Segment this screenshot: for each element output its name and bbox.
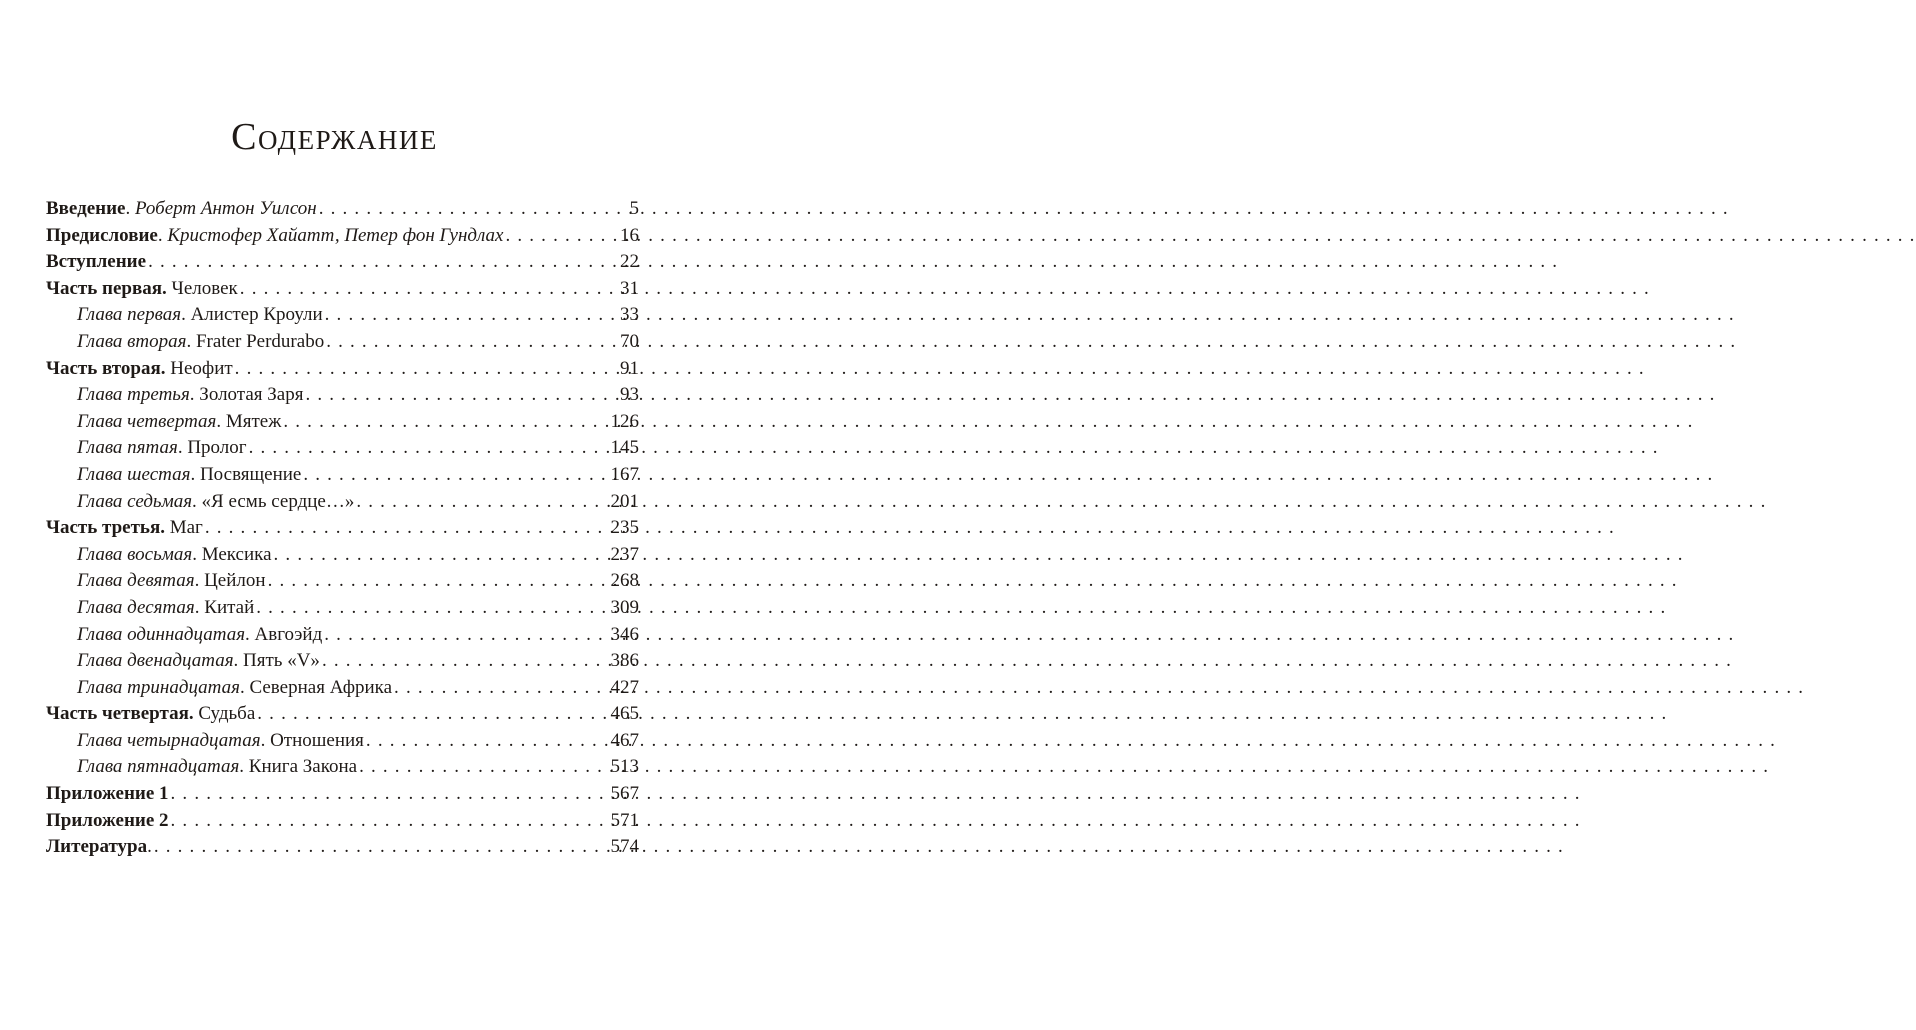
toc-entry-text: [46, 356, 233, 383]
toc-leader-dots: [235, 356, 618, 383]
book-page: [0, 0, 669, 1030]
toc-page-number: 513: [610, 756, 639, 778]
toc-entry-separator: .: [157, 224, 168, 246]
toc-entry[interactable]: [46, 781, 639, 808]
toc-entry-heading: Часть первая.: [46, 277, 167, 299]
toc-page-number: 201: [610, 490, 639, 512]
toc-leader-dots: [240, 276, 618, 303]
toc-page-number: 33: [620, 304, 639, 326]
toc-leader-dots: [256, 595, 608, 622]
toc-entry-subtitle: Неофит: [170, 357, 233, 379]
toc-entry-separator: .: [189, 384, 200, 406]
toc-entry-subtitle: Китай: [204, 596, 255, 618]
toc-entry-text: [77, 435, 247, 462]
toc-entry-subtitle: Кристофер Хайатт, Петер фон Гундлах: [167, 224, 504, 246]
toc-entry[interactable]: [46, 435, 639, 462]
toc-entry-text: [77, 302, 323, 329]
toc-entry-heading: Введение: [46, 198, 126, 219]
toc-leader-dots: [359, 754, 608, 781]
toc-entry[interactable]: [46, 675, 639, 702]
toc-entry-heading: Часть вторая.: [46, 357, 166, 379]
toc-entry-heading: Часть третья.: [46, 517, 165, 539]
toc-entry-subtitle: Мятеж: [225, 410, 282, 432]
toc-entry[interactable]: [46, 542, 639, 569]
toc-entry-subtitle: Книга Закона: [248, 756, 358, 778]
toc-entry-subtitle: «Я есмь сердце…»: [201, 490, 355, 512]
toc-entry-text: [77, 329, 324, 356]
toc-page-number: 268: [610, 570, 639, 592]
toc-leader-dots: [326, 329, 618, 356]
toc-entry-subtitle: Золотая Заря: [199, 384, 304, 406]
toc-entry-heading: Предисловие: [46, 224, 158, 246]
toc-entry-heading: Приложение 2: [46, 809, 169, 831]
toc-leader-dots: [319, 196, 628, 223]
toc-entry-separator: .: [181, 304, 191, 326]
toc-entry-text: [77, 382, 303, 409]
toc-entry-separator: .: [125, 198, 135, 219]
toc-page-number: 467: [610, 729, 639, 751]
toc-entry-separator: .: [239, 676, 250, 698]
toc-entry[interactable]: [46, 808, 639, 835]
toc-entry-subtitle: Маг: [169, 517, 203, 539]
toc-leader-dots: [325, 302, 618, 329]
toc-entry-text: [77, 622, 322, 649]
toc-page-number: 386: [610, 650, 639, 672]
toc-entry-separator: .: [260, 729, 271, 751]
toc-leader-dots: [322, 648, 609, 675]
toc-entry-subtitle: Роберт Антон Уилсон: [135, 198, 317, 219]
toc-entry-text: [77, 568, 266, 595]
toc-leader-dots: [324, 622, 608, 649]
toc-entry-heading: Глава первая: [77, 304, 182, 326]
toc-entry-text: [77, 542, 272, 569]
toc-leader-dots: [366, 728, 609, 755]
toc-entry[interactable]: [46, 462, 639, 489]
toc-leader-dots: [171, 808, 609, 835]
toc-page-number: 309: [610, 596, 639, 618]
toc-entry-heading: Глава одиннадцатая: [77, 623, 246, 645]
toc-entry-heading: Глава шестая: [77, 463, 191, 485]
toc-entry-subtitle: Северная Африка: [249, 676, 393, 698]
toc-entry-text: [46, 249, 146, 276]
toc-entry-subtitle: Посвящение: [199, 463, 302, 485]
toc-page-number: 237: [610, 543, 639, 565]
toc-entry-separator: .: [177, 437, 188, 459]
toc-page-number: 31: [620, 277, 639, 299]
toc-entry-subtitle: Frater Perdurabo: [195, 330, 325, 352]
toc-entry-text: [46, 834, 152, 861]
toc-entry-text: [77, 462, 301, 489]
toc-leader-dots: [274, 542, 609, 569]
toc-entry[interactable]: [46, 223, 639, 250]
toc-entry-text: [46, 781, 169, 808]
toc-entry[interactable]: [46, 196, 639, 223]
toc-entry-separator: .: [190, 463, 200, 485]
toc-entry-subtitle: Пролог: [187, 437, 247, 459]
toc-leader-dots: [205, 515, 609, 542]
toc-page-number: 5: [629, 198, 639, 219]
toc-entry-heading: Приложение 1: [46, 783, 169, 805]
toc-entry-heading: Глава десятая: [77, 596, 195, 618]
toc-entry-text: [46, 223, 503, 250]
toc-entry[interactable]: [46, 249, 639, 276]
toc-entry-subtitle: Отношения: [270, 729, 364, 751]
toc-entry-heading: Глава седьмая: [77, 490, 193, 512]
toc-entry[interactable]: [46, 701, 639, 728]
toc-page-number: 91: [620, 357, 639, 379]
toc-entry-heading: Часть четвертая.: [46, 703, 194, 725]
toc-entry[interactable]: [46, 568, 639, 595]
toc-entry-subtitle: Мексика: [201, 543, 272, 565]
toc-entry[interactable]: [46, 622, 639, 649]
toc-entry-text: [77, 595, 254, 622]
toc-page-number: 167: [610, 463, 639, 485]
toc-entry-heading: Литература: [46, 836, 148, 858]
toc-entry-heading: Глава тринадцатая: [77, 676, 240, 698]
toc-leader-dots: [249, 435, 609, 462]
toc-entry[interactable]: [46, 595, 639, 622]
toc-page-number: 465: [610, 703, 639, 725]
toc-leader-dots: [154, 834, 609, 861]
toc-entry-heading: Глава девятая: [77, 570, 195, 592]
toc-entry-heading: Глава вторая: [77, 330, 187, 352]
toc-entry-subtitle: Пять «V»: [243, 650, 320, 672]
toc-page-number: 427: [610, 676, 639, 698]
toc-page-number: 93: [620, 384, 639, 406]
toc-page-number: 235: [610, 517, 639, 539]
toc-entry-heading: Глава четвертая: [77, 410, 217, 432]
page-title: Содержание: [231, 116, 438, 159]
toc-entry[interactable]: [46, 329, 639, 356]
toc-entry-heading: Глава третья: [77, 384, 190, 406]
toc-entry[interactable]: [46, 489, 639, 516]
toc-entry-separator: .: [233, 650, 244, 672]
toc-entry-separator: .: [192, 543, 202, 565]
toc-page-number: 70: [620, 330, 639, 352]
table-of-contents: [46, 196, 639, 861]
toc-entry[interactable]: [46, 276, 639, 303]
toc-entry[interactable]: [46, 648, 639, 675]
toc-page-number: 571: [610, 809, 639, 831]
toc-entry-separator: .: [194, 570, 205, 592]
toc-leader-dots: [148, 249, 618, 276]
toc-leader-dots: [268, 568, 609, 595]
toc-entry-subtitle: Судьба: [198, 703, 256, 725]
toc-page-number: 16: [620, 224, 639, 246]
toc-leader-dots: [171, 781, 609, 808]
toc-entry[interactable]: [46, 728, 639, 755]
toc-leader-dots: [257, 701, 608, 728]
toc-entry[interactable]: [46, 302, 639, 329]
toc-leader-dots: [305, 382, 618, 409]
toc-entry-heading: Глава пятнадцатая: [77, 756, 240, 778]
toc-leader-dots: [394, 675, 608, 702]
toc-leader-dots: [283, 409, 608, 436]
toc-entry-separator: .: [147, 836, 152, 858]
toc-page-number: 22: [620, 251, 639, 273]
toc-entry-text: [77, 409, 281, 436]
toc-entry-text: [46, 515, 203, 542]
toc-entry-separator: .: [194, 596, 205, 618]
toc-leader-dots: [303, 462, 608, 489]
toc-entry[interactable]: [46, 356, 639, 383]
toc-page-number: 145: [610, 437, 639, 459]
toc-entry-text: [77, 648, 320, 675]
toc-entry[interactable]: [46, 382, 639, 409]
toc-entry-subtitle: Цейлон: [204, 570, 266, 592]
toc-entry-separator: .: [245, 623, 255, 645]
toc-entry-text: [46, 196, 317, 223]
toc-entry-text: [46, 276, 238, 303]
toc-entry-separator: .: [216, 410, 226, 432]
toc-entry[interactable]: [46, 834, 639, 861]
toc-entry-heading: Глава восьмая: [77, 543, 193, 565]
toc-entry-subtitle: Алистер Кроули: [190, 304, 323, 326]
toc-page-number: 574: [610, 836, 639, 858]
toc-entry[interactable]: [46, 409, 639, 436]
toc-entry-separator: .: [192, 490, 202, 512]
toc-entry-heading: Глава четырнадцатая: [77, 729, 261, 751]
toc-page-number: 126: [610, 410, 639, 432]
toc-entry[interactable]: [46, 754, 639, 781]
toc-entry-subtitle: Человек: [171, 277, 238, 299]
toc-entry-separator: .: [239, 756, 249, 778]
toc-entry-text: [77, 754, 357, 781]
toc-page-number: 567: [610, 783, 639, 805]
toc-entry-heading: Глава пятая: [77, 437, 178, 459]
toc-entry-text: [77, 728, 364, 755]
toc-entry-heading: Глава двенадцатая: [77, 650, 234, 672]
toc-page-number: 346: [610, 623, 639, 645]
toc-leader-dots: [356, 489, 608, 516]
toc-leader-dots: [505, 223, 618, 250]
toc-entry-heading: Вступление: [46, 251, 147, 273]
toc-entry-text: [46, 808, 169, 835]
toc-entry-separator: .: [186, 330, 196, 352]
toc-entry-text: [46, 701, 255, 728]
toc-entry-text: [77, 489, 354, 516]
toc-entry-subtitle: Авгоэйд: [254, 623, 323, 645]
toc-entry[interactable]: [46, 515, 639, 542]
toc-entry-text: [77, 675, 392, 702]
